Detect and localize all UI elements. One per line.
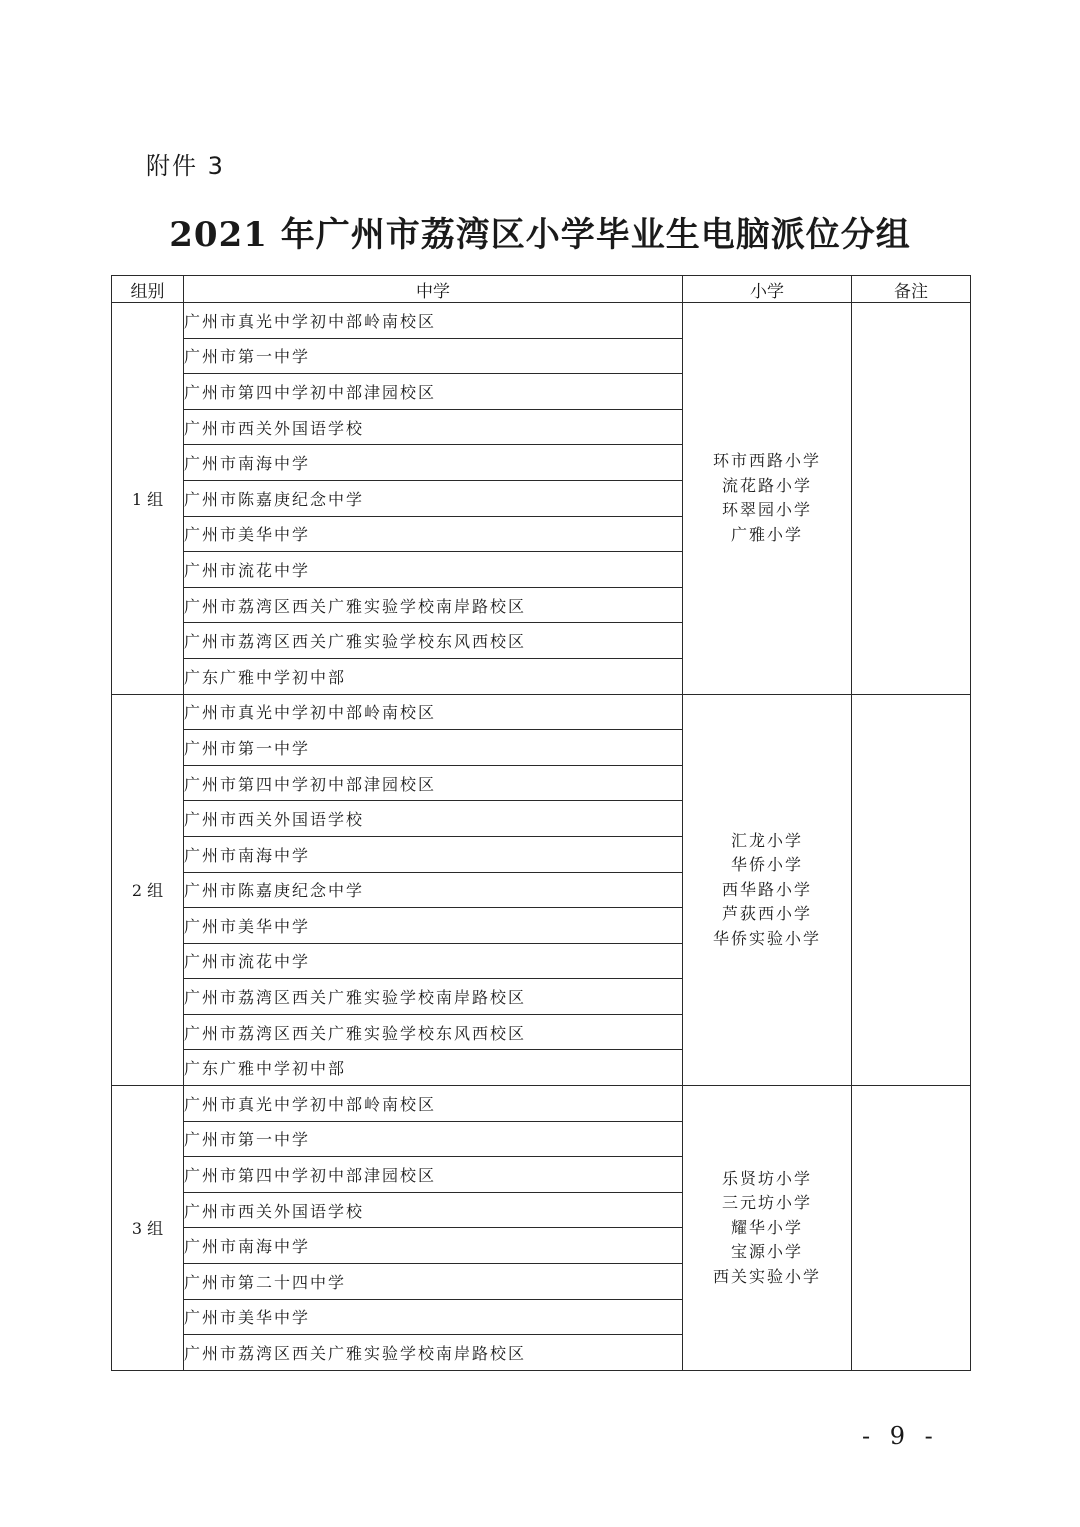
secondary-school-cell: 广州市荔湾区西关广雅实验学校东风西校区: [184, 623, 683, 659]
secondary-school-cell: 广州市陈嘉庚纪念中学: [184, 480, 683, 516]
note-cell: [852, 303, 971, 695]
secondary-school-cell: 广州市真光中学初中部岭南校区: [184, 1086, 683, 1122]
group-label: 2 组: [112, 694, 184, 1086]
primary-school-name: 西华路小学: [721, 879, 812, 899]
secondary-school-cell: 广州市第一中学: [184, 730, 683, 766]
secondary-school-cell: 广州市荔湾区西关广雅实验学校南岸路校区: [184, 1335, 683, 1371]
secondary-school-cell: 广州市第一中学: [184, 338, 683, 374]
primary-school-name: 耀华小学: [730, 1217, 803, 1237]
primary-school-name: 芦荻西小学: [721, 904, 812, 924]
primary-school-name: 广雅小学: [730, 524, 803, 544]
table-row: [112, 1086, 971, 1122]
primary-schools-cell: [683, 303, 852, 695]
secondary-school-cell: 广州市流花中学: [184, 552, 683, 588]
secondary-school-cell: 广州市第二十四中学: [184, 1264, 683, 1300]
secondary-school-cell: 广州市荔湾区西关广雅实验学校南岸路校区: [184, 587, 683, 623]
secondary-school-cell: 广州市美华中学: [184, 908, 683, 944]
primary-school-name: 汇龙小学: [730, 830, 803, 850]
primary-schools-cell: [683, 1086, 852, 1371]
secondary-school-cell: 广州市美华中学: [184, 516, 683, 552]
header-primary: 小学: [683, 276, 852, 303]
table-row: [112, 694, 971, 730]
table-row: [112, 303, 971, 339]
secondary-school-cell: 广州市荔湾区西关广雅实验学校东风西校区: [184, 1014, 683, 1050]
secondary-school-cell: 广州市南海中学: [184, 1228, 683, 1264]
header-note: 备注: [852, 276, 971, 303]
attachment-label: 附件 3: [146, 152, 225, 180]
primary-school-name: 环翠园小学: [721, 500, 812, 520]
group-label: 3 组: [112, 1086, 184, 1371]
secondary-school-cell: 广州市流花中学: [184, 943, 683, 979]
primary-schools-cell: [683, 694, 852, 1086]
note-cell: [852, 694, 971, 1086]
secondary-school-cell: 广州市西关外国语学校: [184, 409, 683, 445]
primary-school-name: 乐贤坊小学: [721, 1168, 812, 1188]
secondary-school-cell: 广东广雅中学初中部: [184, 1050, 683, 1086]
primary-school-name: 宝源小学: [730, 1242, 803, 1262]
page-number: - 9 -: [862, 1422, 939, 1450]
secondary-school-cell: 广州市第一中学: [184, 1121, 683, 1157]
table-header-row: [112, 276, 971, 303]
secondary-school-cell: 广州市真光中学初中部岭南校区: [184, 694, 683, 730]
secondary-school-cell: 广州市陈嘉庚纪念中学: [184, 872, 683, 908]
primary-school-name: 西关实验小学: [712, 1266, 821, 1286]
secondary-school-cell: 广州市第四中学初中部津园校区: [184, 765, 683, 801]
primary-school-name: 华侨实验小学: [712, 928, 821, 948]
group-label: 1 组: [112, 303, 184, 695]
secondary-school-cell: 广州市第四中学初中部津园校区: [184, 1157, 683, 1193]
primary-school-name: 流花路小学: [721, 475, 812, 495]
header-group: 组别: [112, 276, 184, 303]
document-title: 2021 年广州市荔湾区小学毕业生电脑派位分组: [169, 215, 911, 255]
secondary-school-cell: 广州市南海中学: [184, 445, 683, 481]
secondary-school-cell: 广州市第四中学初中部津园校区: [184, 374, 683, 410]
header-secondary: 中学: [184, 276, 683, 303]
allocation-table: [111, 275, 971, 1371]
note-cell: [852, 1086, 971, 1371]
table-body: [112, 303, 971, 1371]
secondary-school-cell: 广州市南海中学: [184, 836, 683, 872]
secondary-school-cell: 广州市西关外国语学校: [184, 1192, 683, 1228]
primary-school-name: 华侨小学: [730, 855, 803, 875]
secondary-school-cell: 广州市荔湾区西关广雅实验学校南岸路校区: [184, 979, 683, 1015]
primary-school-name: 三元坊小学: [721, 1193, 812, 1213]
primary-school-name: 环市西路小学: [712, 451, 821, 471]
secondary-school-cell: 广州市真光中学初中部岭南校区: [184, 303, 683, 339]
secondary-school-cell: 广州市美华中学: [184, 1299, 683, 1335]
secondary-school-cell: 广州市西关外国语学校: [184, 801, 683, 837]
secondary-school-cell: 广东广雅中学初中部: [184, 658, 683, 694]
